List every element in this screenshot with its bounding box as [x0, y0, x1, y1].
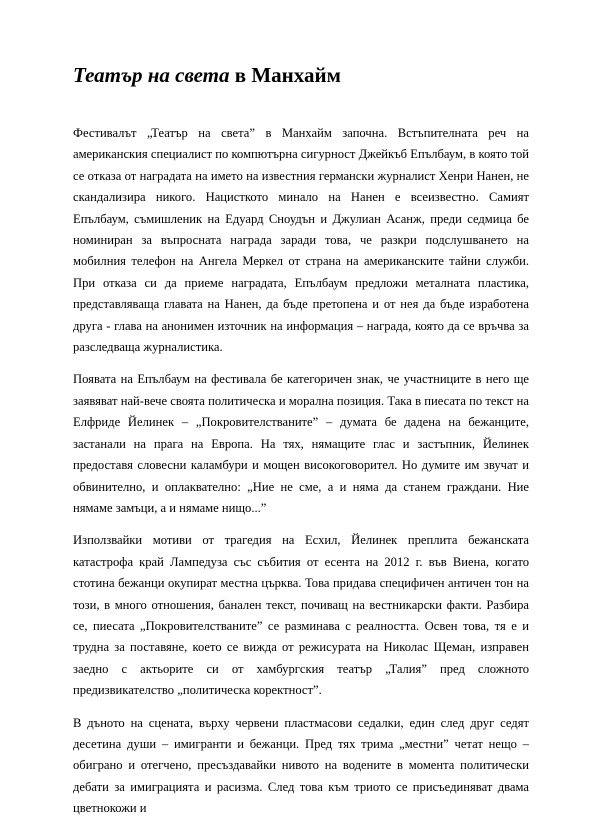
title-bold-part: Манхайм: [251, 63, 341, 87]
article-title: [73, 62, 341, 88]
paragraph-4: В дъното на сцената, върху червени пластмасови седалки, един след друг седят десетина души – имигранти и бежанци. Пред тях трима „местни” четат нещо – обиграно и отегчено, пресъздавайки нивото на водените в момента политически дебати за имиграцията и расизма. След това към триото се присъединяват двама цветнокожи и: [73, 715, 529, 816]
title-connector: в: [229, 63, 252, 87]
article-body: [73, 123, 529, 831]
paragraph-2: Появата на Епълбаум на фестивала бе категоричен знак, че участниците в него ще заявяват най-вече своята политическа и морална позиция. Така в пиесата по текст на Елфриде Йелинек – „Покровителстваните” – думата бе дадена на бежанците, застанали на прага на Европа. На тях, нямащите глас и застъпник, Йелинек предоставя словесни каламбури и мощен високоговорител. Но думите им звучат и обвинително, и оплаквателно: „Ние не сме, а и няма да станем граждани. Ние нямаме замъци, а и нямаме нищо...”: [73, 372, 529, 515]
paragraph-3: Използвайки мотиви от трагедия на Есхил, Йелинек преплита бежанската катастрофа край Лампедуза със събития от есента на 2012 г. във Виена, когато стотина бежанци окупират местна църква. Това придава специфичен античен тон на този, в много отношения, банален текст, почиващ на вестникарски факти. Разбира се, пиесата „Покровителстваните” се разминава с реалността. Освен това, тя е и трудна за поставяне, което се вижда от режисурата на Николас Щеман, изправен заедно с актьорите си от хамбургския театър „Талия” пред сложното предизвикателство „политическа коректност”.: [73, 533, 529, 698]
paragraph-1: Фестивалът „Театър на света” в Манхайм започна. Встъпителната реч на американския специалист по компютърна сигурност Джейкъб Епълбаум, в която той се отказа от наградата на името на известния германски журналист Хенри Нанен, не скандализира никого. Нацисткото минало на Нанен е всеизвестно. Самият Епълбаум, съмишленик на Едуард Сноудън и Джулиан Асанж, преди седмица бе номиниран за въпросната награда заради това, че разкри подслушването на мобилния телефон на Ангела Меркел от страна на американските тайни служби. При отказа си да приеме наградата, Епълбаум предложи металната пластика, представляваща главата на Нанен, да бъде претопена и от нея да бъде изработена друга - глава на анонимен източник на информация – награда, която да се връчва за разследваща журналистика.: [73, 126, 529, 355]
title-italic-part: Театър на света: [73, 63, 230, 87]
